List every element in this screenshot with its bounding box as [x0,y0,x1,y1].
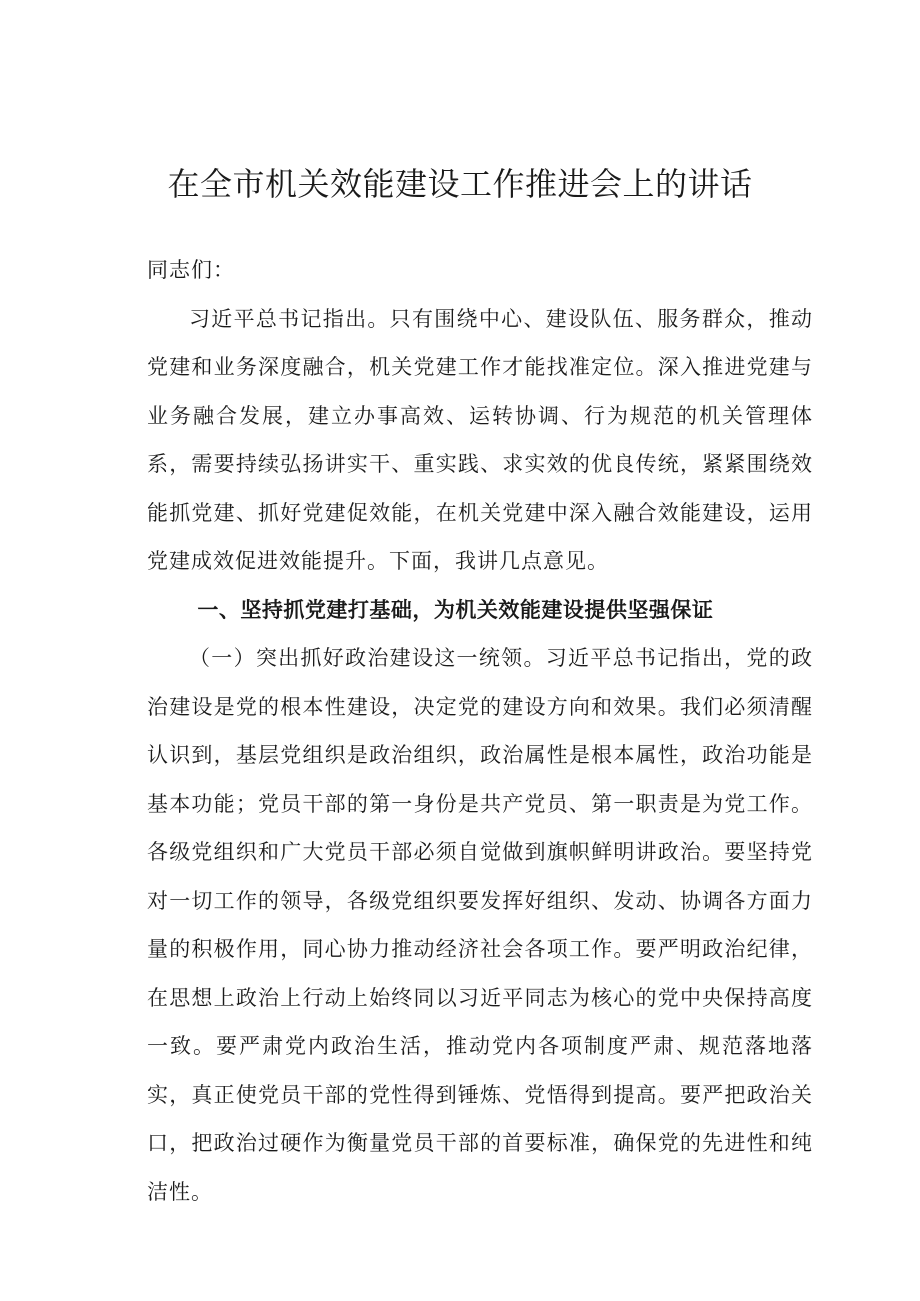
section-heading: 一、坚持抓党建打基础，为机关效能建设提供坚强保证 [197,597,714,622]
document-title: 在全市机关效能建设工作推进会上的讲话 [167,165,753,203]
body-paragraph: （一）突出抓好政治建设这一统领。习近平总书记指出，党的政治建设是党的根本性建设，决定党的建设方向和效果。我们必须清醒认识到，基层党组织是政治组织，政治属性是根本属性，政治功能是基本功能；党员干部的第一身份是共产党员、第一职责是为党工作。各级党组织和广大党员干部必须自觉做到旗帜鲜明讲政治。要坚持党对一切工作的领导，各级党组织要发挥好组织、发动、协调各方面力量的积极作用，同心协力推动经济社会各项工作。要严明政治纪律，在思想上政治上行动上始终同以习近平同志为核心的党中央保持高度一致。要严肃党内政治生活，推动党内各项制度严肃、规范落地落实，真正使党员干部的党性得到锤炼、党悟得到提高。要严把政治关口，把政治过硬作为衡量党员干部的首要标准，确保党的先进性和纯洁性。 [147,646,813,1204]
document-body [147,246,813,1216]
salutation: 同志们： [147,258,235,282]
intro-paragraph: 习近平总书记指出。只有围绕中心、建设队伍、服务群众，推动党建和业务深度融合，机关党建工作才能找准定位。深入推进党建与业务融合发展，建立办事高效、运转协调、行为规范的机关管理体系，需要持续弘扬讲实干、重实践、求实效的优良传统，紧紧围绕效能抓党建、抓好党建促效能，在机关党建中深入融合效能建设，运用党建成效促进效能提升。下面，我讲几点意见。 [147,306,813,573]
